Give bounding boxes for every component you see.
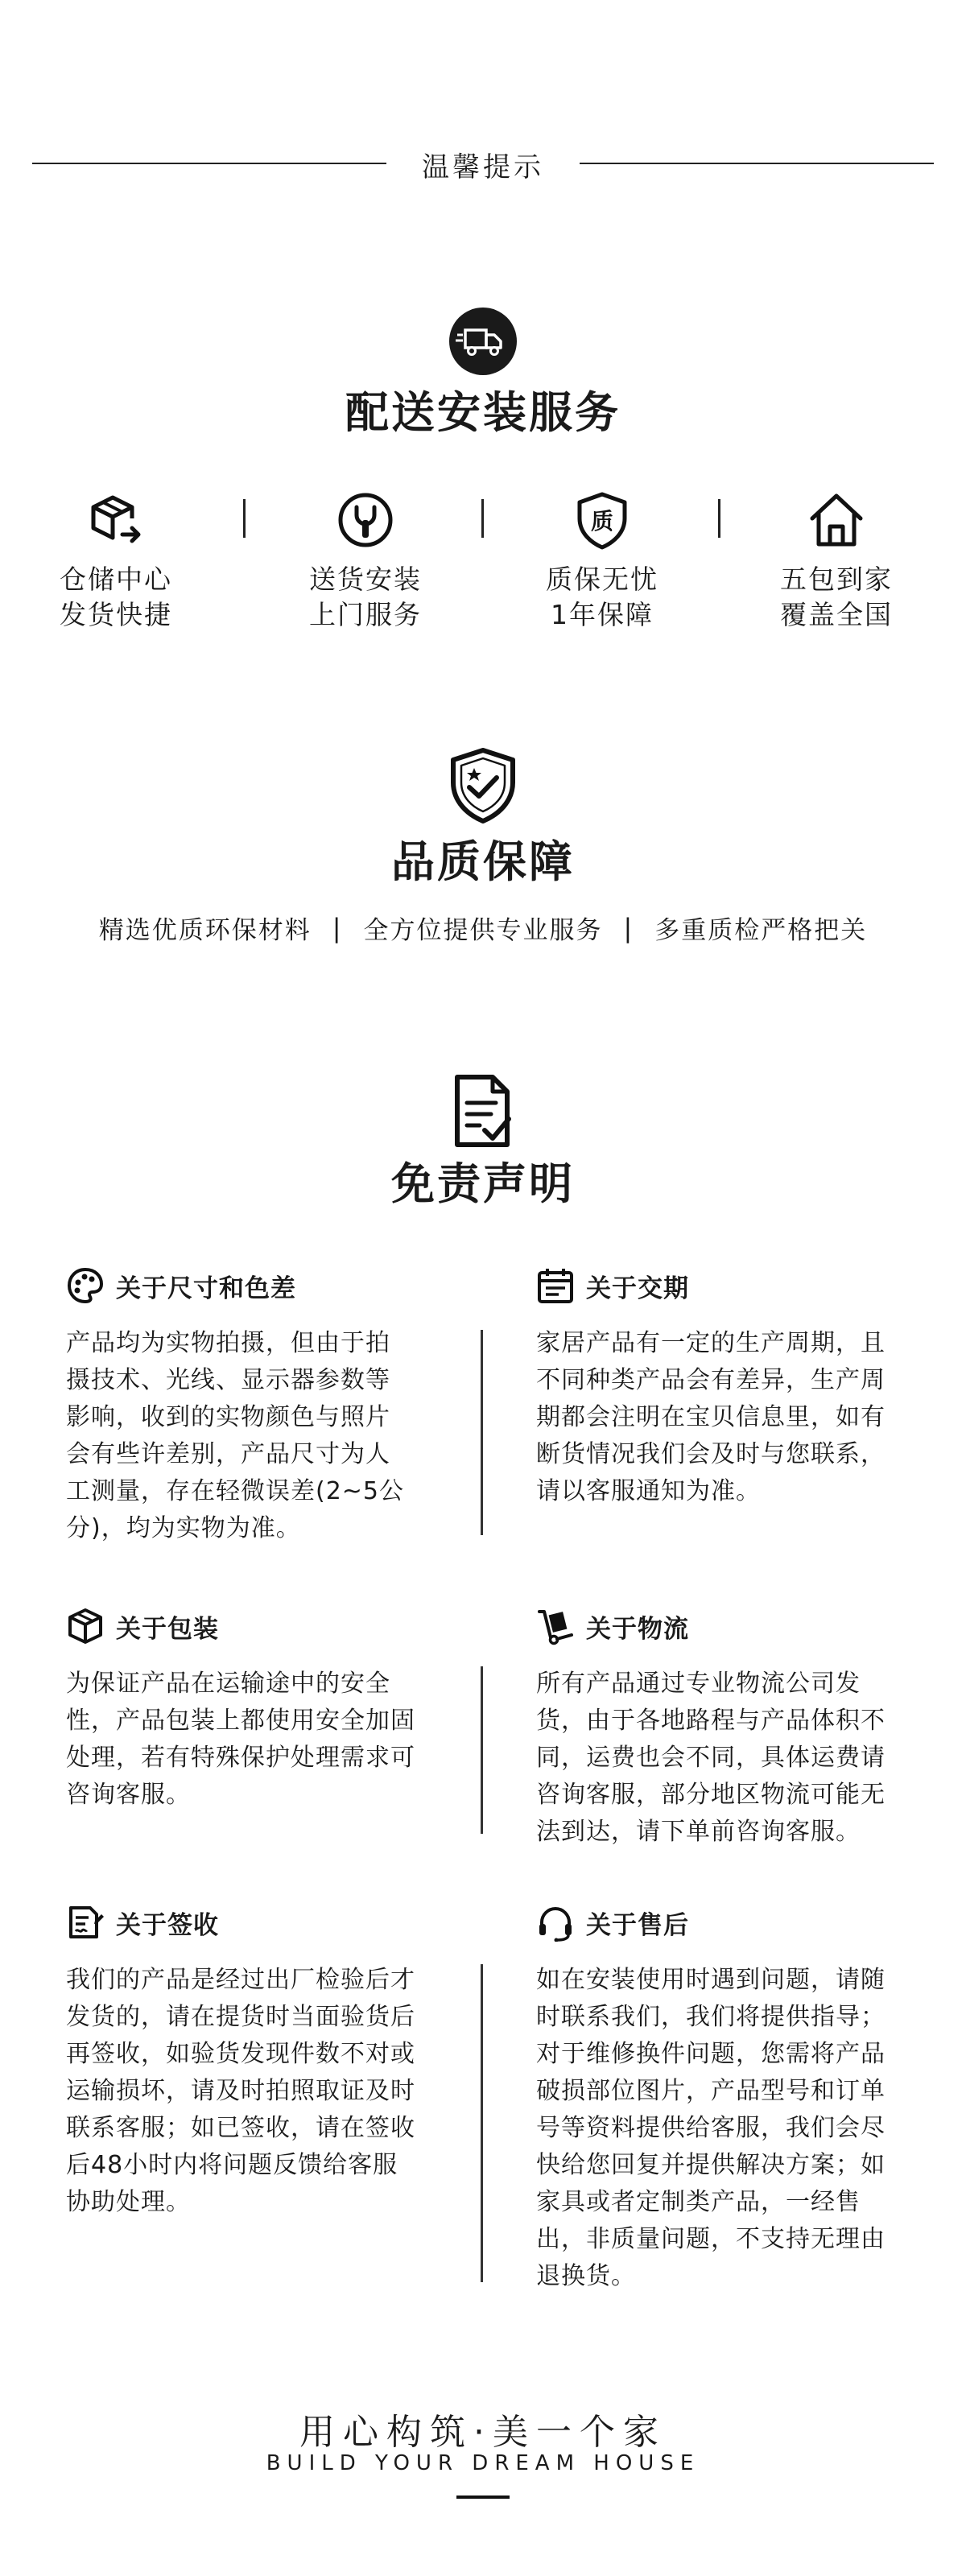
wrench-icon (335, 489, 396, 551)
block-text: 所有产品通过专业物流公司发 货，由于各地路程与产品体积不 同，运费也会不同，具体运费请 咨询客服，部分地区物流可能无 法到达，请下单前咨询客服。 (536, 1670, 886, 1846)
disclaimer-block-after-sales (536, 1902, 906, 2295)
block-title: 关于售后 (586, 1910, 689, 1940)
service-line2: 覆盖全国 (780, 599, 893, 630)
document-check-icon (0, 1071, 966, 1151)
shield-check-icon (0, 747, 966, 824)
service-line1: 质保无忧 (546, 564, 658, 595)
house-icon (806, 489, 867, 551)
block-text: 为保证产品在运输途中的安全 性，产品包装上都使用安全加固 处理，若有特殊保护处理需求可 咨询客服。 (66, 1670, 415, 1809)
quality-point: 精选优质环保材料 (98, 916, 312, 945)
quality-point: 多重质检严格把关 (654, 916, 868, 945)
column-divider (481, 1330, 483, 1535)
svg-text:质: 质 (590, 508, 614, 535)
disclaimer-block-packaging (66, 1606, 436, 1814)
divider (718, 499, 720, 538)
service-item-warehouse (27, 489, 204, 633)
block-text: 产品均为实物拍摄，但由于拍 摄技术、光线、显示器参数等 影响，收到的实物颜色与照片 会有些许差别，产品尺寸为人 工测量，存在轻微误差(2~5公 分)，均为实物为准。 (66, 1329, 405, 1542)
delivery-title: 配送安装服务 (345, 387, 621, 438)
block-title: 关于物流 (586, 1614, 689, 1644)
footer-slogan-cn: 用心构筑·美一个家 (299, 2412, 667, 2453)
divider (243, 499, 246, 538)
footer-bar (456, 2496, 510, 2499)
service-item-home (748, 489, 925, 633)
divider (481, 499, 484, 538)
service-line1: 送货安装 (309, 564, 422, 595)
package-icon (66, 1607, 105, 1645)
block-text: 如在安装使用时遇到问题，请随 时联系我们，我们将提供指导； 对于维修换件问题，您需将产品 破损部位图片，产品型号和订单 号等资料提供给客服，我们会尽 快给您回复并提供解决方案；如 家具或者定制类产品，一经售 出，非质量问题，不支持无理由 退换货。 (536, 1966, 886, 2290)
palette-icon (66, 1266, 105, 1305)
disclaimer-block-receipt (66, 1902, 436, 2221)
quality-points (0, 910, 966, 946)
header-title: 温馨提示 (0, 145, 966, 184)
warehouse-box-icon (85, 489, 147, 551)
disclaimer-block-logistics (536, 1606, 906, 1851)
quality-title: 品质保障 (391, 836, 575, 887)
service-item-warranty (514, 489, 691, 633)
service-line2: 上门服务 (309, 599, 422, 630)
block-title: 关于尺寸和色差 (116, 1274, 296, 1303)
block-title: 关于包装 (116, 1614, 219, 1644)
block-title: 关于交期 (586, 1274, 689, 1303)
quality-shield-icon (572, 489, 633, 551)
disclaimer-block-delivery-time (536, 1265, 906, 1510)
headset-icon (536, 1903, 575, 1942)
separator: | (332, 912, 343, 943)
column-divider (481, 1666, 483, 1834)
service-line1: 五包到家 (780, 564, 893, 595)
block-title: 关于签收 (116, 1910, 219, 1940)
service-item-install (277, 489, 454, 633)
service-line1: 仓储中心 (60, 564, 172, 595)
sign-document-icon (66, 1903, 105, 1942)
separator: | (623, 912, 634, 943)
quality-point: 全方位提供专业服务 (363, 916, 603, 945)
disclaimer-block-size (66, 1265, 436, 1547)
block-text: 家居产品有一定的生产周期，且 不同种类产品会有差异，生产周 期都会注明在宝贝信息里，如有 断货情况我们会及时与您联系， 请以客服通知为准。 (536, 1329, 886, 1505)
delivery-truck-icon (0, 304, 966, 378)
hand-truck-icon (536, 1607, 575, 1645)
calendar-icon (536, 1266, 575, 1305)
service-line2: 发货快捷 (60, 599, 172, 630)
service-line2: 1年保障 (551, 599, 654, 630)
column-divider (481, 1964, 483, 2282)
disclaimer-title: 免责声明 (391, 1158, 575, 1209)
footer-slogan-en: BUILD YOUR DREAM HOUSE (266, 2451, 700, 2475)
block-text: 我们的产品是经过出厂检验后才 发货的，请在提货时当面验货后 再签收，如验货发现件数不对或 运输损坏，请及时拍照取证及时 联系客服；如已签收，请在签收 后48小时内将问题反馈给客服 协助处理。 (66, 1966, 415, 2216)
